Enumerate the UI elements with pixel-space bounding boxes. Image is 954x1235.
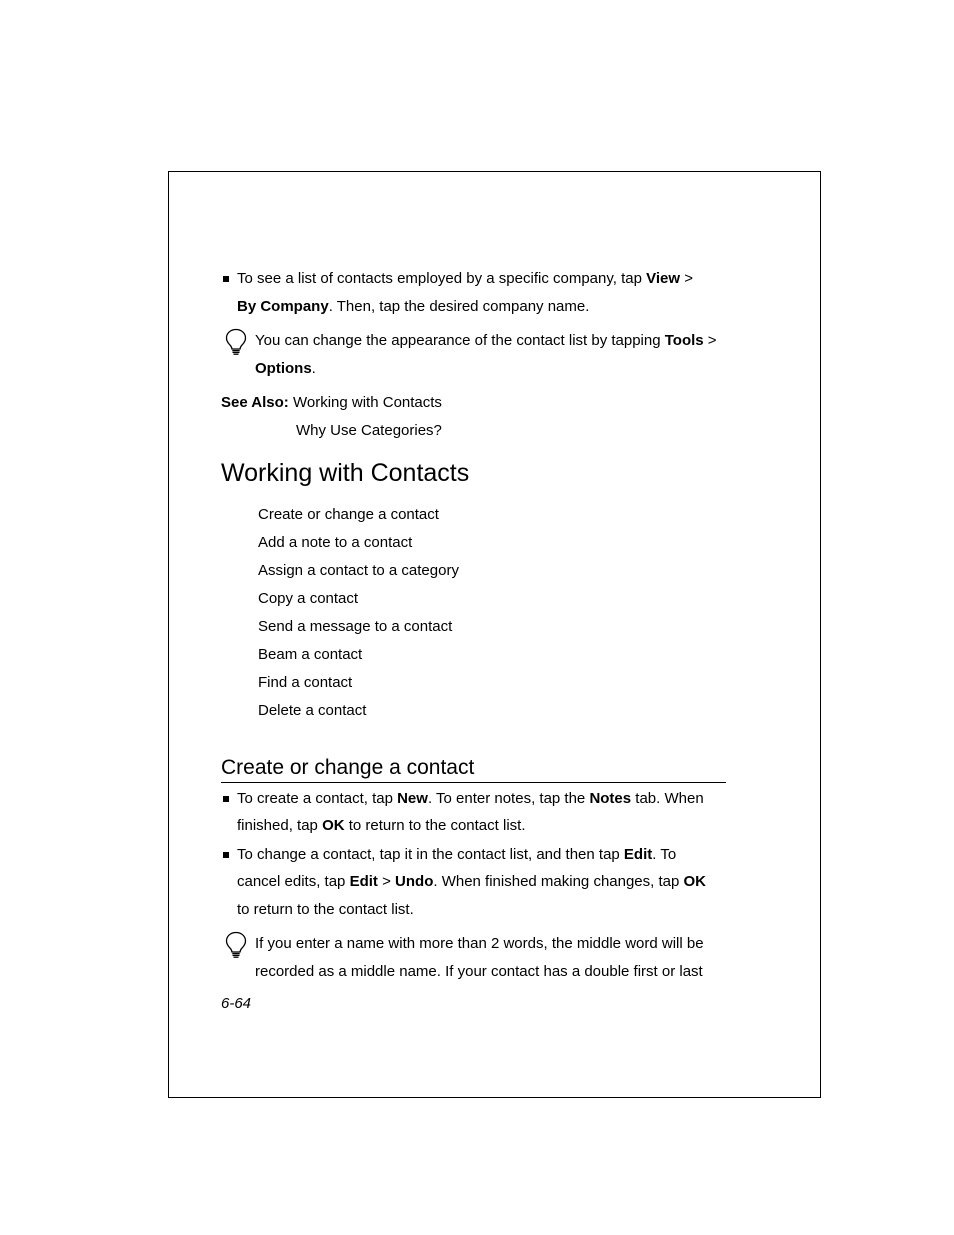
- lightbulb-icon: [224, 931, 248, 959]
- create-bullet2-line1: [237, 846, 676, 864]
- topic-link-send-message[interactable]: Send a message to a contact: [258, 618, 453, 635]
- topic-link-beam[interactable]: Beam a contact: [258, 646, 363, 663]
- text: To see a list of contacts employed by a specific company, tap: [237, 270, 647, 287]
- topic-link-create-or-change[interactable]: Create or change a contact: [258, 506, 439, 523]
- text: . To: [652, 846, 677, 863]
- text: . When finished making changes, tap: [433, 873, 684, 890]
- text: To create a contact, tap: [237, 790, 398, 807]
- heading-underline: [221, 782, 726, 783]
- create-bullet2-line2: [237, 873, 706, 891]
- tip2-line2: recorded as a middle name. If your contact has a double first or last: [255, 963, 703, 980]
- menu-term-tools: Tools: [664, 332, 704, 349]
- topic-link-assign-category[interactable]: Assign a contact to a category: [258, 562, 459, 579]
- text: To change a contact, tap it in the contact list, and then tap: [237, 846, 624, 863]
- menu-term-new: New: [397, 790, 428, 807]
- topic-link-find[interactable]: Find a contact: [258, 674, 353, 691]
- menu-term-options: Options: [255, 360, 312, 377]
- create-bullet2-line3: to return to the contact list.: [237, 901, 414, 918]
- text: You can change the appearance of the contact list by tapping: [255, 332, 665, 349]
- section-heading-working-with-contacts: Working with Contacts: [221, 459, 470, 487]
- intro-bullet-line2: [237, 298, 589, 316]
- bullet-marker: [223, 796, 229, 802]
- topic-link-delete[interactable]: Delete a contact: [258, 702, 367, 719]
- intro-bullet-line1: [237, 270, 693, 288]
- menu-term-ok: OK: [683, 873, 707, 890]
- text: to return to the contact list.: [344, 817, 526, 834]
- text: cancel edits, tap: [237, 873, 350, 890]
- menu-term-ok: OK: [322, 817, 345, 834]
- topic-link-add-note[interactable]: Add a note to a contact: [258, 534, 413, 551]
- text: .: [311, 360, 316, 377]
- see-also: [221, 394, 442, 412]
- tip2-line1: If you enter a name with more than 2 words, the middle word will be: [255, 935, 704, 952]
- text: . Then, tap the desired company name.: [328, 298, 590, 315]
- menu-term-notes: Notes: [589, 790, 632, 807]
- menu-term-view: View: [646, 270, 681, 287]
- lightbulb-icon: [224, 328, 248, 356]
- bullet-marker: [223, 276, 229, 282]
- create-bullet1-line1: [237, 790, 704, 808]
- see-also-link-why-use-categories[interactable]: Why Use Categories?: [296, 422, 442, 439]
- menu-term-edit: Edit: [623, 846, 653, 863]
- text: . To enter notes, tap the: [427, 790, 590, 807]
- menu-term-undo: Undo: [395, 873, 434, 890]
- text: >: [703, 332, 717, 349]
- tip1-line2: [255, 360, 316, 378]
- see-also-label: See Also:: [221, 394, 289, 411]
- menu-term-edit: Edit: [349, 873, 378, 890]
- create-bullet1-line2: [237, 817, 526, 835]
- menu-term-by-company: By Company: [237, 298, 329, 315]
- text: >: [680, 270, 693, 287]
- topic-link-copy[interactable]: Copy a contact: [258, 590, 359, 607]
- text: tab. When: [631, 790, 704, 807]
- tip1-line1: [255, 332, 717, 350]
- bullet-marker: [223, 852, 229, 858]
- see-also-link-working-with-contacts[interactable]: Working with Contacts: [292, 394, 442, 411]
- subsection-heading-create-or-change: Create or change a contact: [221, 756, 475, 779]
- text: >: [377, 873, 396, 890]
- text: finished, tap: [237, 817, 323, 834]
- page-number: 6-64: [221, 995, 252, 1012]
